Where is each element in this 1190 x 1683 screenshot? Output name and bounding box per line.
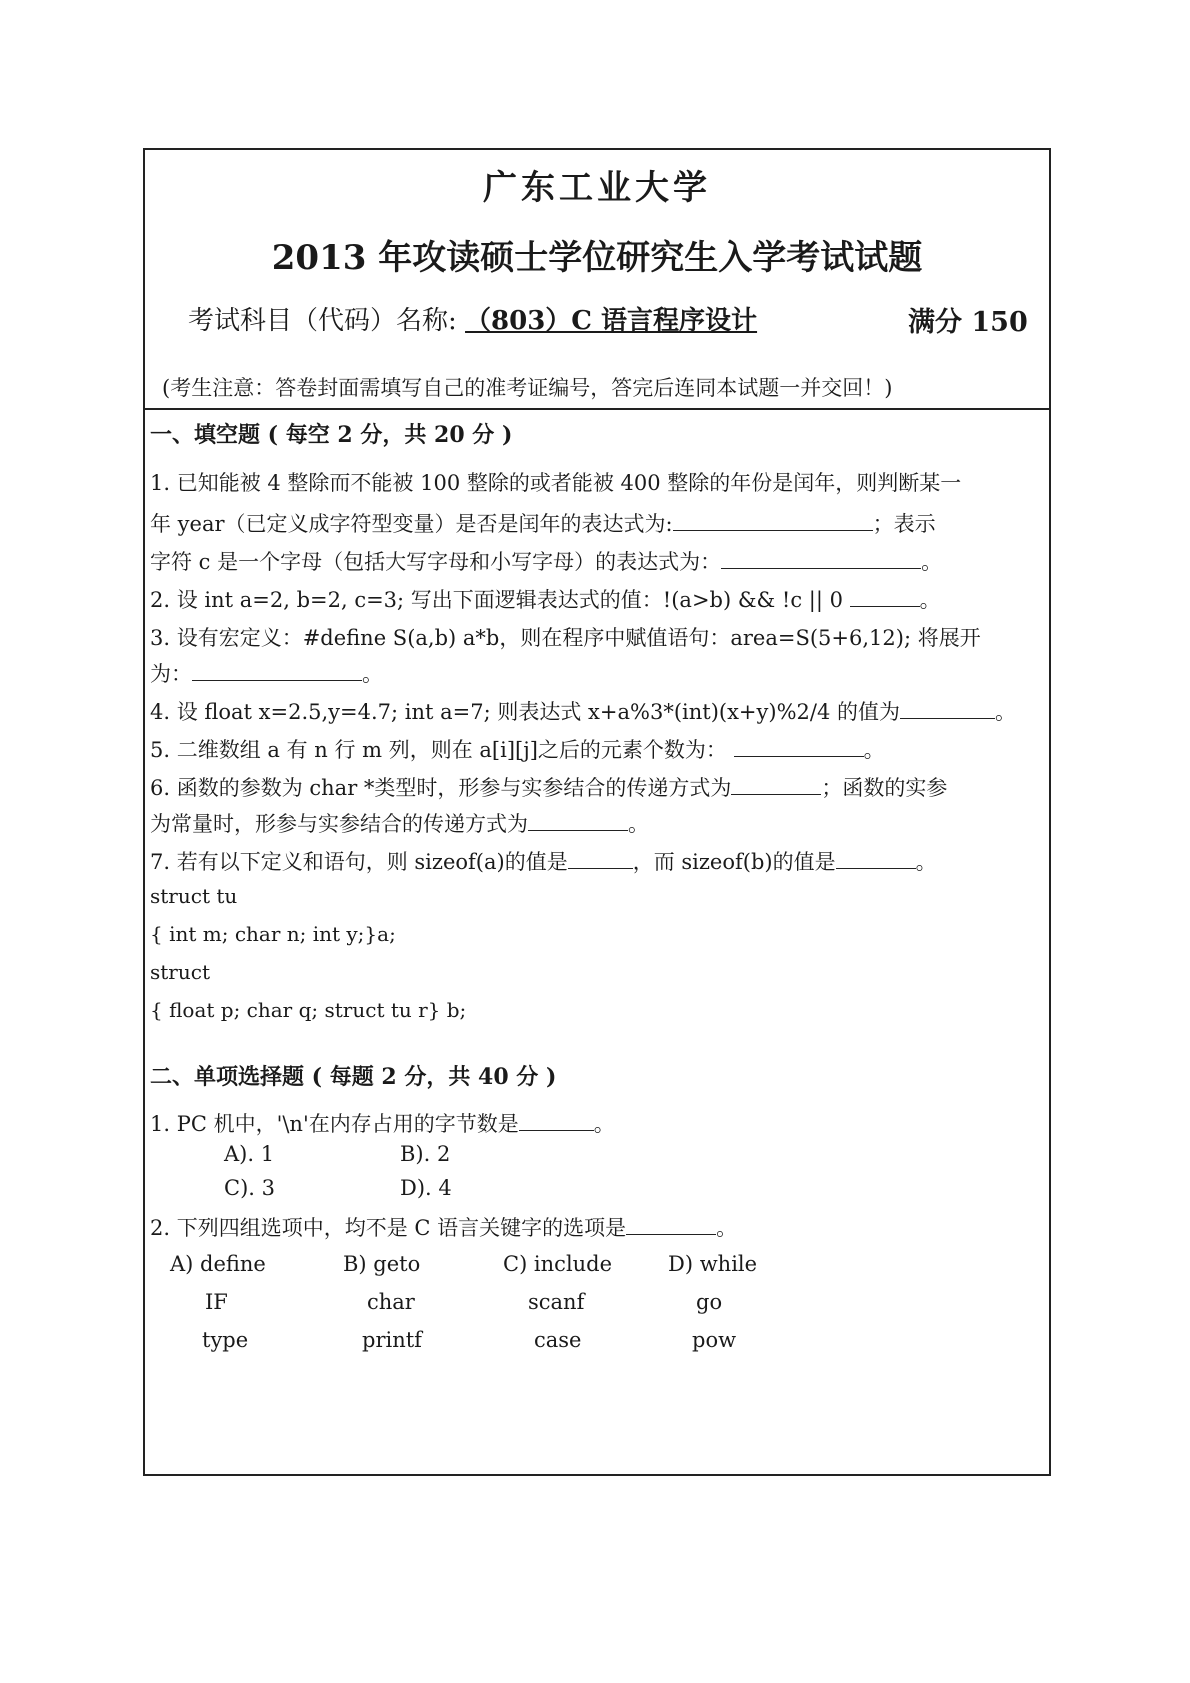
full-score: 满分 150 bbox=[908, 307, 1028, 338]
answer-blank[interactable] bbox=[721, 550, 921, 569]
answer-blank[interactable] bbox=[568, 850, 633, 869]
s2-q1-end: 。 bbox=[593, 1112, 615, 1136]
header-divider bbox=[143, 408, 1051, 410]
subject-name: （803）C 语言程序设计 bbox=[465, 306, 758, 336]
answer-blank[interactable] bbox=[673, 512, 873, 531]
s1-q1-line3-text: 字符 c 是一个字母（包括大写字母和小写字母）的表达式为： bbox=[150, 550, 722, 574]
s1-q4 bbox=[150, 696, 1016, 726]
university-name: 广东工业大学 bbox=[483, 168, 711, 208]
s1-q3-line2 bbox=[150, 658, 383, 688]
option-a-item: IF bbox=[205, 1290, 228, 1314]
answer-blank[interactable] bbox=[519, 1112, 594, 1131]
option-b-item: printf bbox=[362, 1328, 422, 1352]
s1-q7 bbox=[150, 846, 937, 876]
s1-q3-line2-text: 为： bbox=[150, 662, 192, 686]
s1-q3-line2-end: 。 bbox=[362, 662, 383, 686]
s2-q1-text: 1. PC 机中，'\n'在内存占用的字节数是 bbox=[150, 1112, 519, 1136]
section2-title: 二、单项选择题 ( 每题 2 分，共 40 分 ) bbox=[150, 1064, 557, 1090]
s1-q5-end: 。 bbox=[863, 738, 885, 762]
s1-q4-end: 。 bbox=[995, 700, 1017, 724]
code-line: struct tu bbox=[150, 884, 238, 908]
s1-q3-line1: 3. 设有宏定义：#define S(a,b) a*b，则在程序中赋值语句：area=S(5+6,12); 将展开 bbox=[150, 626, 981, 650]
code-line: struct bbox=[150, 960, 210, 984]
s2-q1 bbox=[150, 1108, 615, 1138]
answer-blank[interactable] bbox=[192, 662, 362, 681]
option-a-label[interactable]: A) define bbox=[170, 1252, 266, 1276]
answer-blank[interactable] bbox=[850, 588, 920, 607]
s1-q1-line2 bbox=[150, 508, 936, 538]
s1-q5 bbox=[150, 734, 885, 764]
s1-q6-line2-end: 。 bbox=[628, 812, 649, 836]
answer-blank[interactable] bbox=[731, 776, 821, 795]
option-d[interactable]: D). 4 bbox=[400, 1176, 452, 1200]
s1-q6-line2-text: 为常量时，形参与实参结合的传递方式为 bbox=[150, 812, 528, 836]
option-d-item: go bbox=[696, 1290, 723, 1314]
s1-q1-line1: 1. 已知能被 4 整除而不能被 100 整除的或者能被 400 整除的年份是闰年，则判断某一 bbox=[150, 471, 962, 495]
s1-q6-line1-end: ；函数的实参 bbox=[821, 776, 948, 800]
s1-q6-line1 bbox=[150, 772, 947, 802]
option-b-item: char bbox=[367, 1290, 415, 1314]
s1-q1-line3-end: 。 bbox=[921, 550, 943, 574]
exam-title: 2013 年攻读硕士学位研究生入学考试试题 bbox=[271, 238, 923, 278]
s1-q6-line1-text: 6. 函数的参数为 char *类型时，形参与实参结合的传递方式为 bbox=[150, 776, 732, 800]
option-b[interactable]: B). 2 bbox=[400, 1142, 451, 1166]
s1-q7-text-b: ，而 sizeof(b)的值是 bbox=[632, 850, 836, 874]
candidate-notice: (考生注意：答卷封面需填写自己的准考证编号，答完后连同本试题一并交回！) bbox=[162, 376, 893, 400]
option-d-item: pow bbox=[692, 1328, 737, 1352]
s1-q2 bbox=[150, 584, 941, 614]
s1-q1-line2-end: ；表示 bbox=[872, 512, 936, 536]
answer-blank[interactable] bbox=[734, 738, 864, 757]
s2-q2 bbox=[150, 1212, 737, 1242]
s2-q2-end: 。 bbox=[716, 1216, 738, 1240]
code-line: { float p; char q; struct tu r} b; bbox=[150, 998, 467, 1022]
option-c-label[interactable]: C) include bbox=[503, 1252, 613, 1276]
option-a-item: type bbox=[202, 1328, 249, 1352]
option-c-item: case bbox=[534, 1328, 582, 1352]
s1-q2-end: 。 bbox=[919, 588, 941, 612]
section1-title: 一、填空题 ( 每空 2 分，共 20 分 ) bbox=[150, 422, 513, 448]
option-a[interactable]: A). 1 bbox=[224, 1142, 275, 1166]
option-c[interactable]: C). 3 bbox=[224, 1176, 275, 1200]
s1-q4-text: 4. 设 float x=2.5,y=4.7; int a=7; 则表达式 x+a%3*(int)(x+y)%2/4 的值为 bbox=[150, 700, 901, 724]
answer-blank[interactable] bbox=[836, 850, 916, 869]
answer-blank[interactable] bbox=[626, 1216, 716, 1235]
s1-q7-text-a: 7. 若有以下定义和语句，则 sizeof(a)的值是 bbox=[150, 850, 568, 874]
s1-q2-text: 2. 设 int a=2, b=2, c=3; 写出下面逻辑表达式的值：!(a>b) && !c || 0 bbox=[150, 588, 843, 612]
option-d-label[interactable]: D) while bbox=[668, 1252, 758, 1276]
code-line: { int m; char n; int y;}a; bbox=[150, 922, 396, 946]
s1-q5-text: 5. 二维数组 a 有 n 行 m 列，则在 a[i][j]之后的元素个数为： bbox=[150, 738, 727, 762]
s1-q6-line2 bbox=[150, 808, 649, 838]
answer-blank[interactable] bbox=[900, 700, 995, 719]
answer-blank[interactable] bbox=[528, 812, 628, 831]
option-c-item: scanf bbox=[528, 1290, 585, 1314]
subject-prefix: 考试科目（代码）名称: bbox=[188, 306, 466, 336]
s1-q7-end: 。 bbox=[915, 850, 937, 874]
s1-q1-line3 bbox=[150, 546, 942, 576]
option-b-label[interactable]: B) geto bbox=[343, 1252, 421, 1276]
s1-q1-line2-text: 年 year（已定义成字符型变量）是否是闰年的表达式为: bbox=[150, 512, 673, 536]
s2-q2-text: 2. 下列四组选项中，均不是 C 语言关键字的选项是 bbox=[150, 1216, 627, 1240]
subject-line bbox=[188, 300, 757, 337]
